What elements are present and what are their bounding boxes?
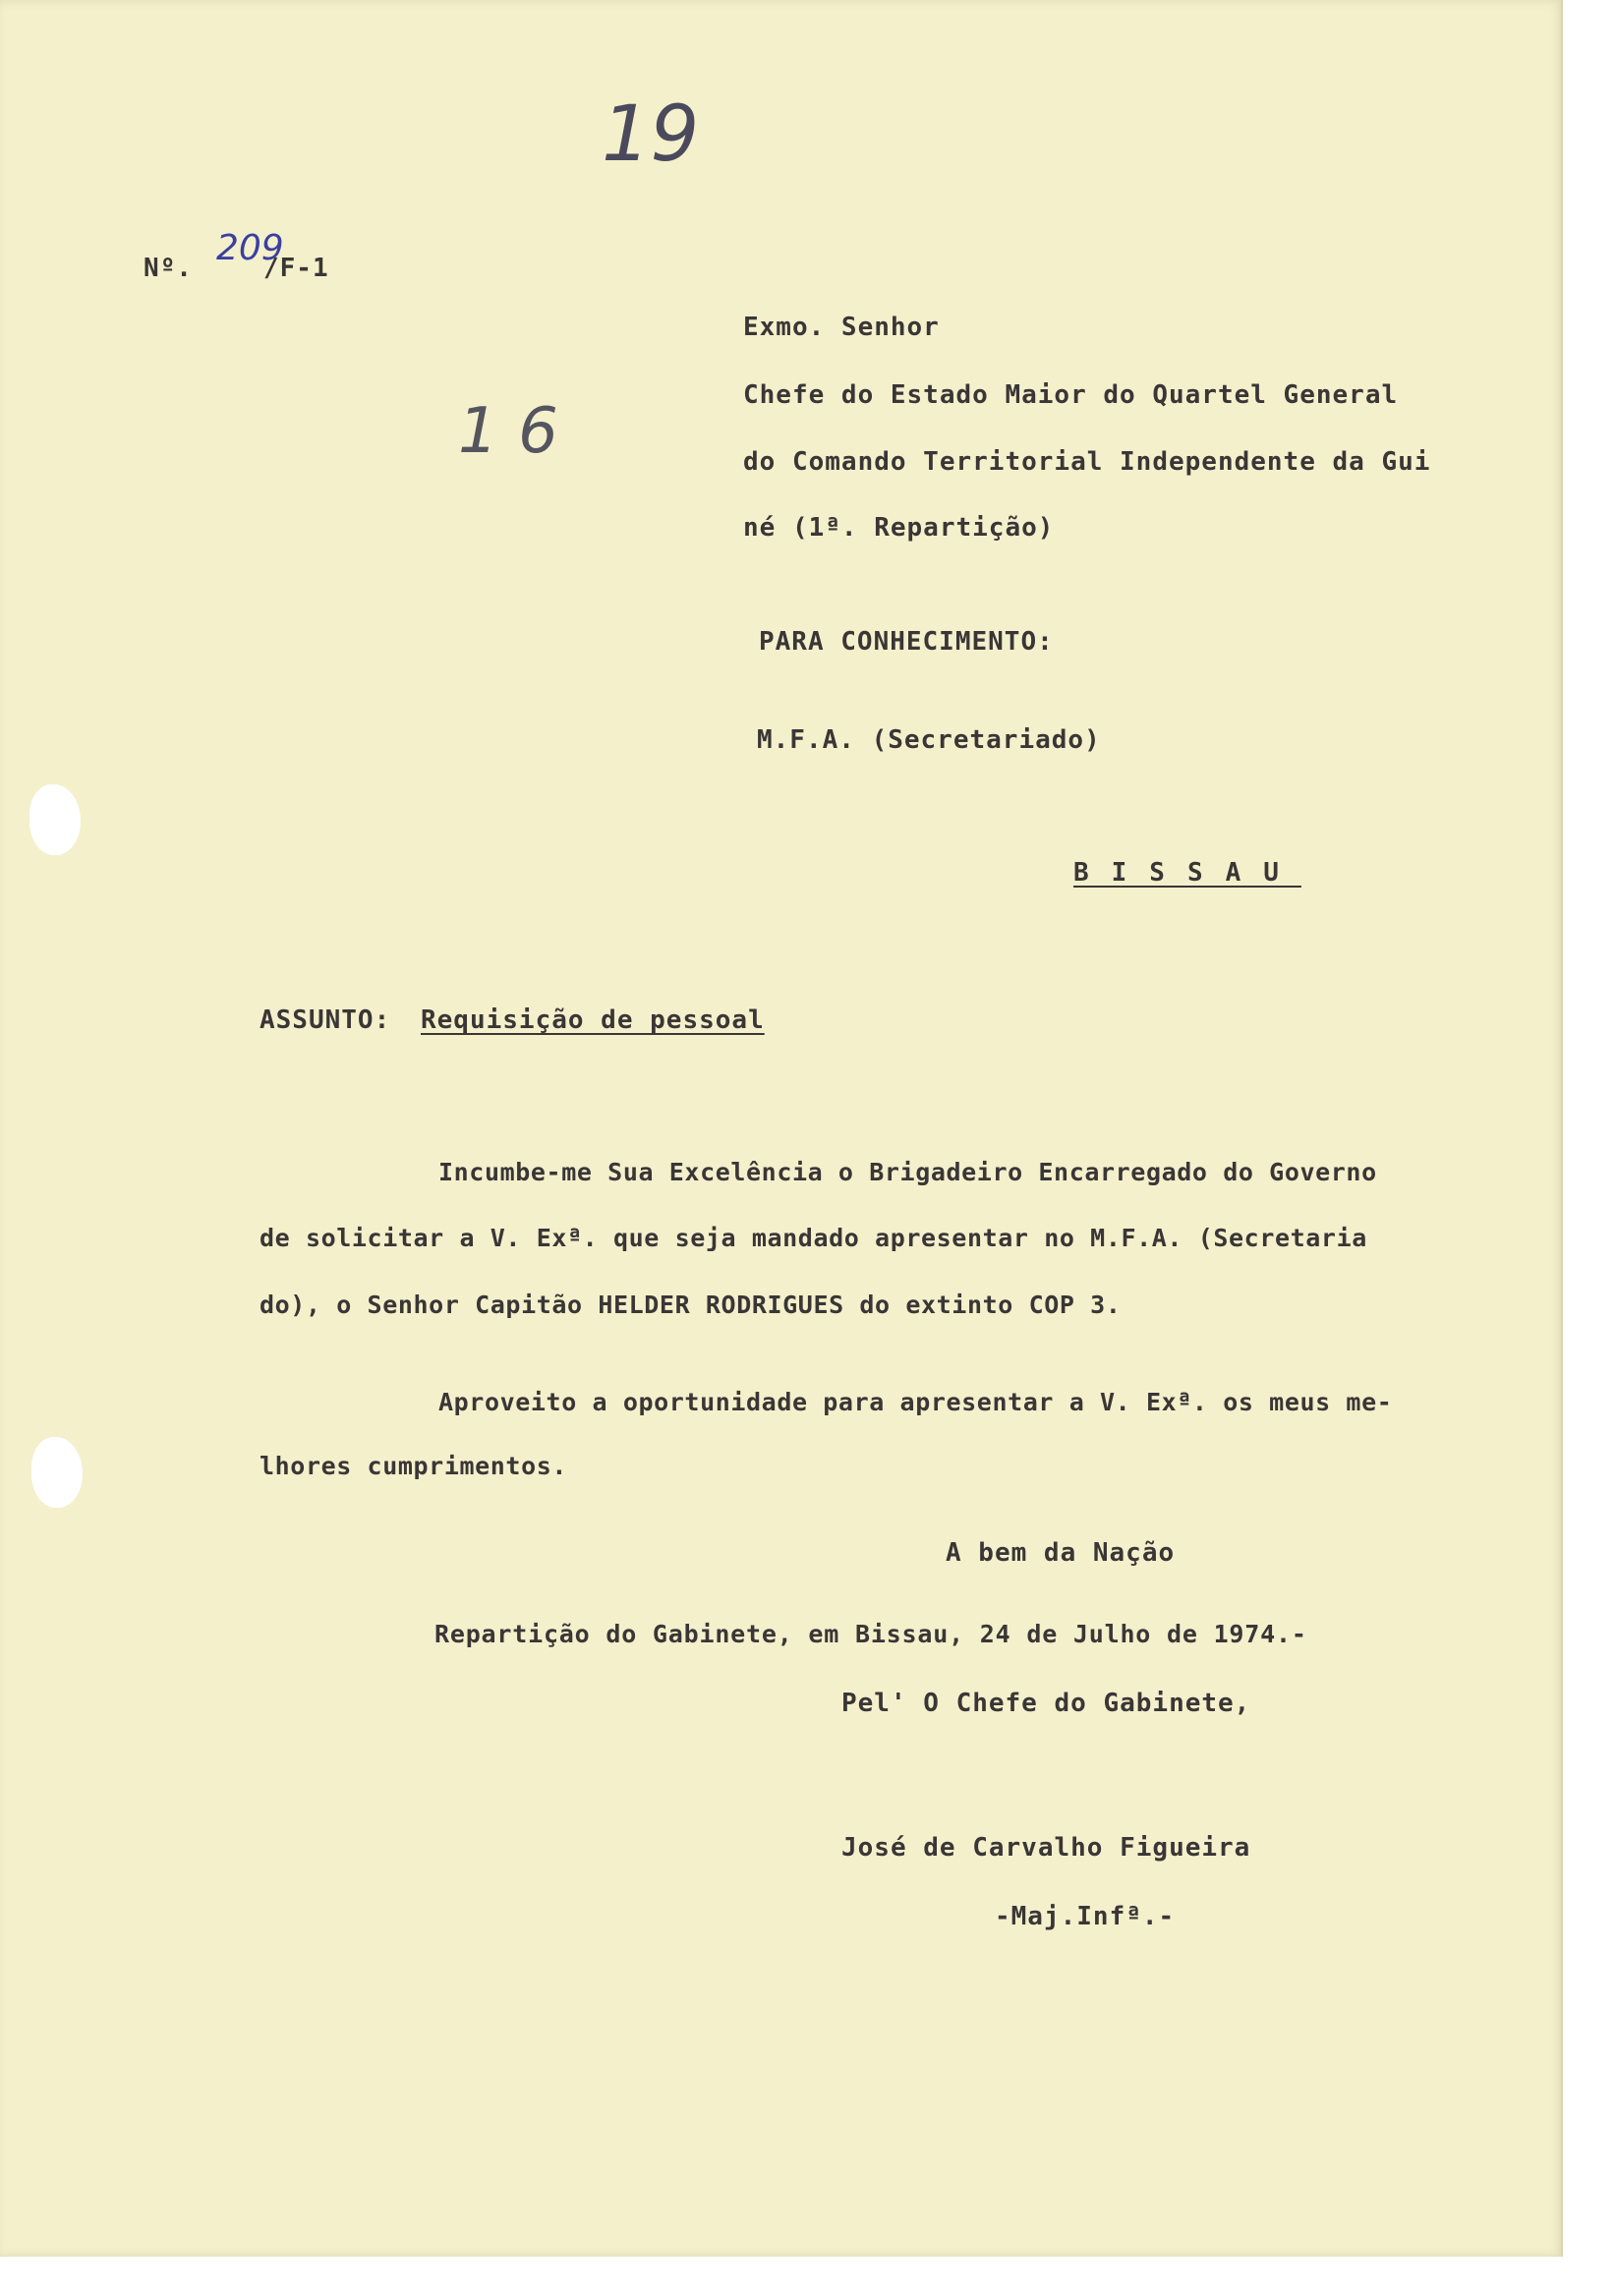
punch-hole-top [29,784,81,855]
closing-on-behalf: Pel' O Chefe do Gabinete, [841,1689,1251,1718]
salutation: Exmo. Senhor [743,313,940,342]
reference-suffix: /F-1 [263,254,329,283]
body-paragraph-1-line-2: de solicitar a V. Exª. que seja mandado apresentar no M.F.A. (Secretaria [260,1224,1367,1252]
closing-motto: A bem da Nação [946,1538,1176,1568]
addressee-line-2: do Comando Territorial Independente da Gui [743,447,1431,477]
page-edge [1561,0,1563,2257]
punch-hole-bottom [31,1437,83,1508]
cc-recipient: M.F.A. (Secretariado) [757,725,1101,755]
signatory-name: José de Carvalho Figueira [841,1833,1251,1863]
cc-label: PARA CONHECIMENTO: [759,627,1054,657]
city-heading: BISSAU [1073,858,1301,888]
body-paragraph-2-line-1: Aproveito a oportunidade para apresentar a V. Exª. os meus me- [438,1388,1393,1416]
reference-prefix: Nº. [144,254,193,283]
handwritten-margin-note: 1 6 [458,395,558,468]
signatory-rank: -Maj.Infª.- [995,1902,1176,1931]
addressee-line-1: Chefe do Estado Maior do Quartel General [743,380,1399,410]
subject-text: Requisição de pessoal [421,1005,765,1035]
subject-label: ASSUNTO: [260,1005,391,1035]
body-paragraph-2-line-2: lhores cumprimentos. [260,1452,568,1480]
body-paragraph-1-line-1: Incumbe-me Sua Excelência o Brigadeiro Encarregado do Governo [438,1158,1377,1186]
handwritten-page-number: 19 [602,90,700,179]
body-paragraph-1-line-3: do), o Senhor Capitão HELDER RODRIGUES do extinto COP 3. [260,1291,1122,1319]
handwritten-reference-number: 209 [216,228,284,268]
closing-place-date: Repartição do Gabinete, em Bissau, 24 de Julho de 1974.- [434,1620,1307,1648]
addressee-line-3: né (1ª. Repartição) [743,513,1055,543]
